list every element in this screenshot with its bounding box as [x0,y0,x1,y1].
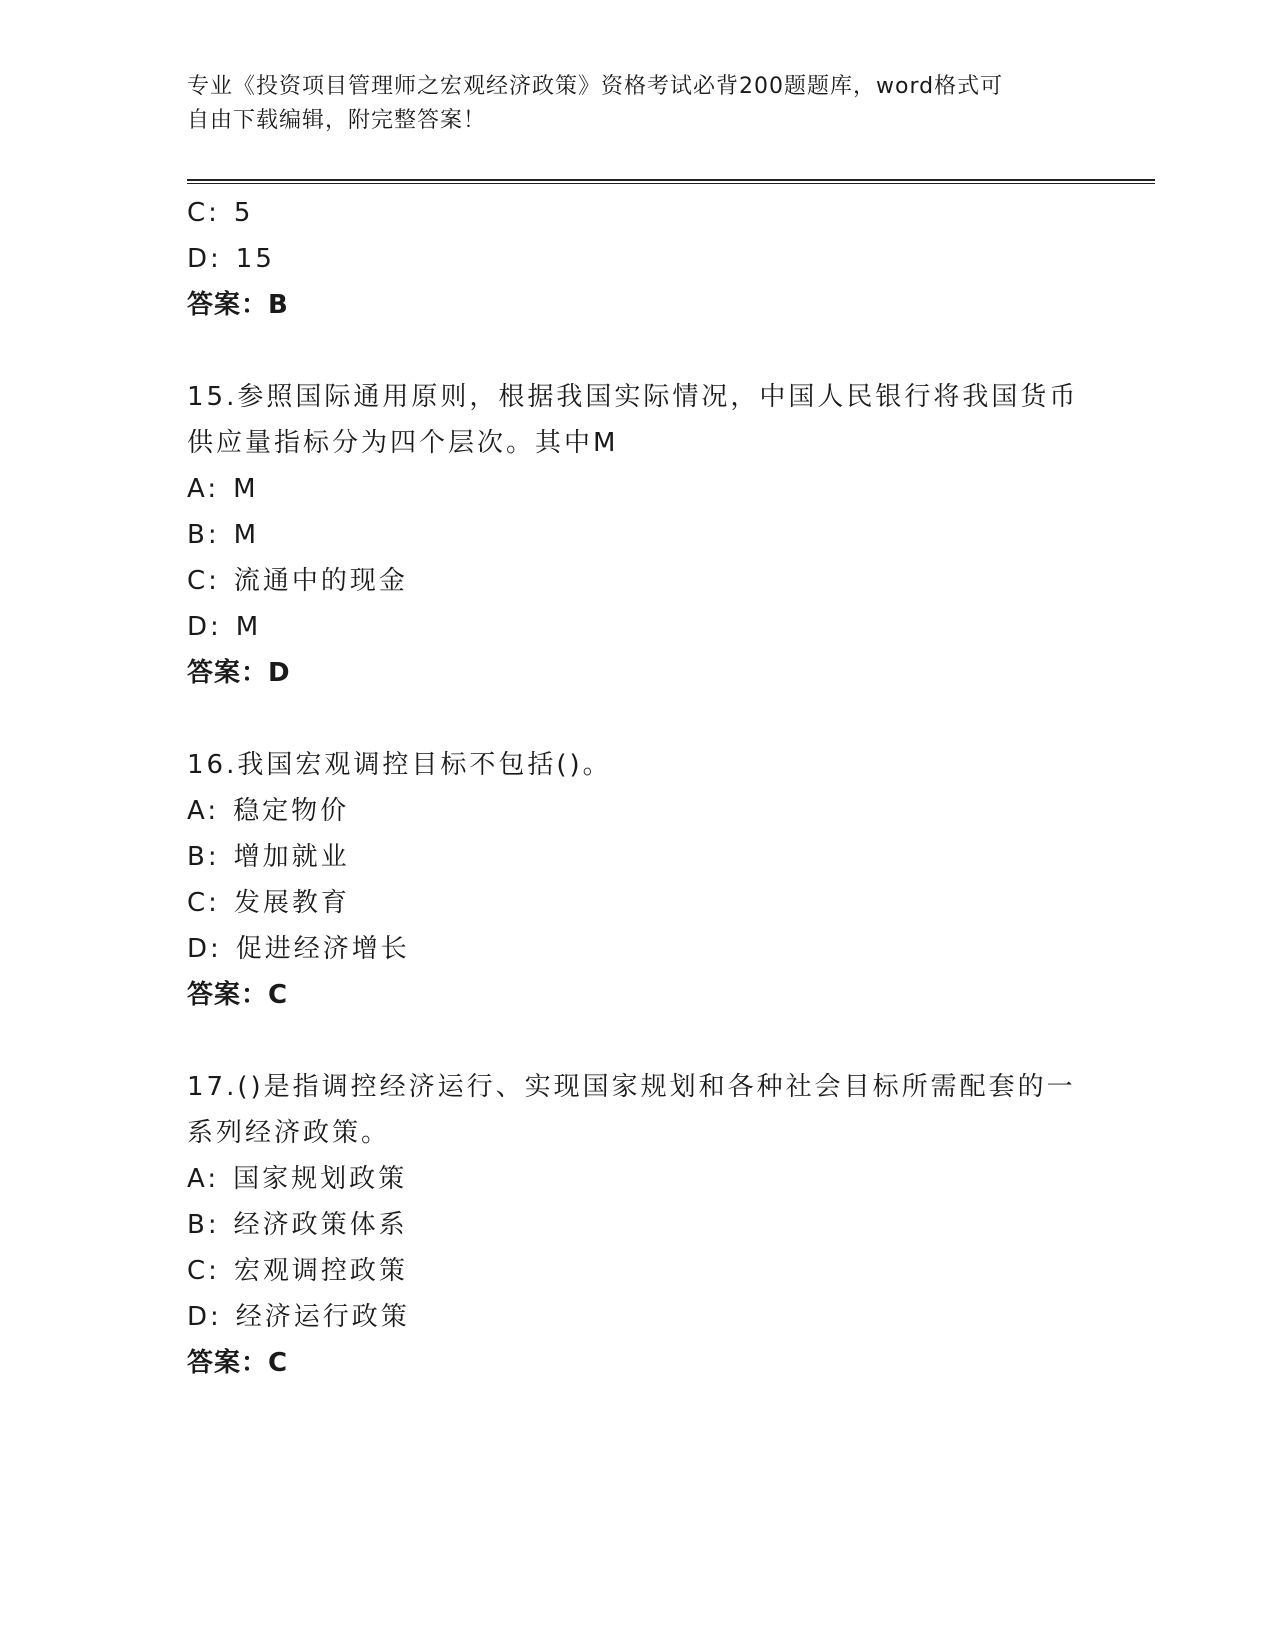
option-key: C: [187,566,220,596]
option-text: 经济政策体系 [233,1210,408,1240]
option-text: 流通中的现金 [233,566,408,596]
option-key: B: [187,520,220,550]
option-d [187,236,1087,282]
option-text: M [235,612,262,642]
option-d [187,1294,1087,1340]
question-16 [187,742,1087,1018]
option-text: 国家规划政策 [233,1164,408,1194]
option-c [187,558,1087,604]
option-key: B: [187,842,220,872]
question-stem-line1: 17.()是指调控经济运行、实现国家规划和各种社会目标所需配套的一 [187,1072,1076,1102]
option-d [187,604,1087,650]
option-key: D: [187,244,222,274]
answer-label: 答案：C [187,980,289,1010]
option-text: 增加就业 [233,842,350,872]
option-text: 发展教育 [233,888,350,918]
option-a [187,1156,1087,1202]
option-text: M [233,520,260,550]
option-b [187,1202,1087,1248]
question-stem-line1: 16.我国宏观调控目标不包括()。 [187,750,612,780]
header-divider-thin [187,183,1155,184]
answer-label: 答案：D [187,658,291,688]
question-stem-line2: 系列经济政策。 [187,1118,391,1148]
option-key: B: [187,1210,220,1240]
header-title-line1: 专业《投资项目管理师之宏观经济政策》资格考试必背200题题库，word格式可 [187,74,1004,99]
option-b [187,834,1087,880]
option-key: C: [187,1256,220,1286]
header-divider-thick [187,179,1155,181]
option-text: 5 [233,198,254,228]
question-stem-line2: 供应量指标分为四个层次。其中M [187,428,619,458]
option-key: C: [187,198,220,228]
option-key: A: [187,1164,220,1194]
option-text: M [233,474,259,504]
question-stem-line1: 15.参照国际通用原则，根据我国实际情况，中国人民银行将我国货币 [187,382,1079,412]
option-text: 15 [235,244,275,274]
option-a [187,466,1087,512]
option-text: 经济运行政策 [235,1302,410,1332]
option-key: D: [187,934,222,964]
question-15 [187,374,1087,696]
option-key: D: [187,612,222,642]
option-key: D: [187,1302,222,1332]
option-key: A: [187,474,220,504]
option-c [187,880,1087,926]
previous-question-tail [187,190,1087,328]
answer-label: 答案：B [187,290,289,320]
option-d [187,926,1087,972]
option-c [187,1248,1087,1294]
option-b [187,512,1087,558]
document-header [187,70,1077,138]
question-list [187,190,1087,1386]
option-text: 宏观调控政策 [233,1256,408,1286]
option-key: A: [187,796,220,826]
option-c [187,190,1087,236]
answer-label: 答案：C [187,1348,289,1378]
question-17 [187,1064,1087,1386]
option-a [187,788,1087,834]
option-text: 促进经济增长 [235,934,410,964]
header-title-line2: 自由下载编辑，附完整答案！ [187,108,487,133]
option-key: C: [187,888,220,918]
option-text: 稳定物价 [233,796,350,826]
